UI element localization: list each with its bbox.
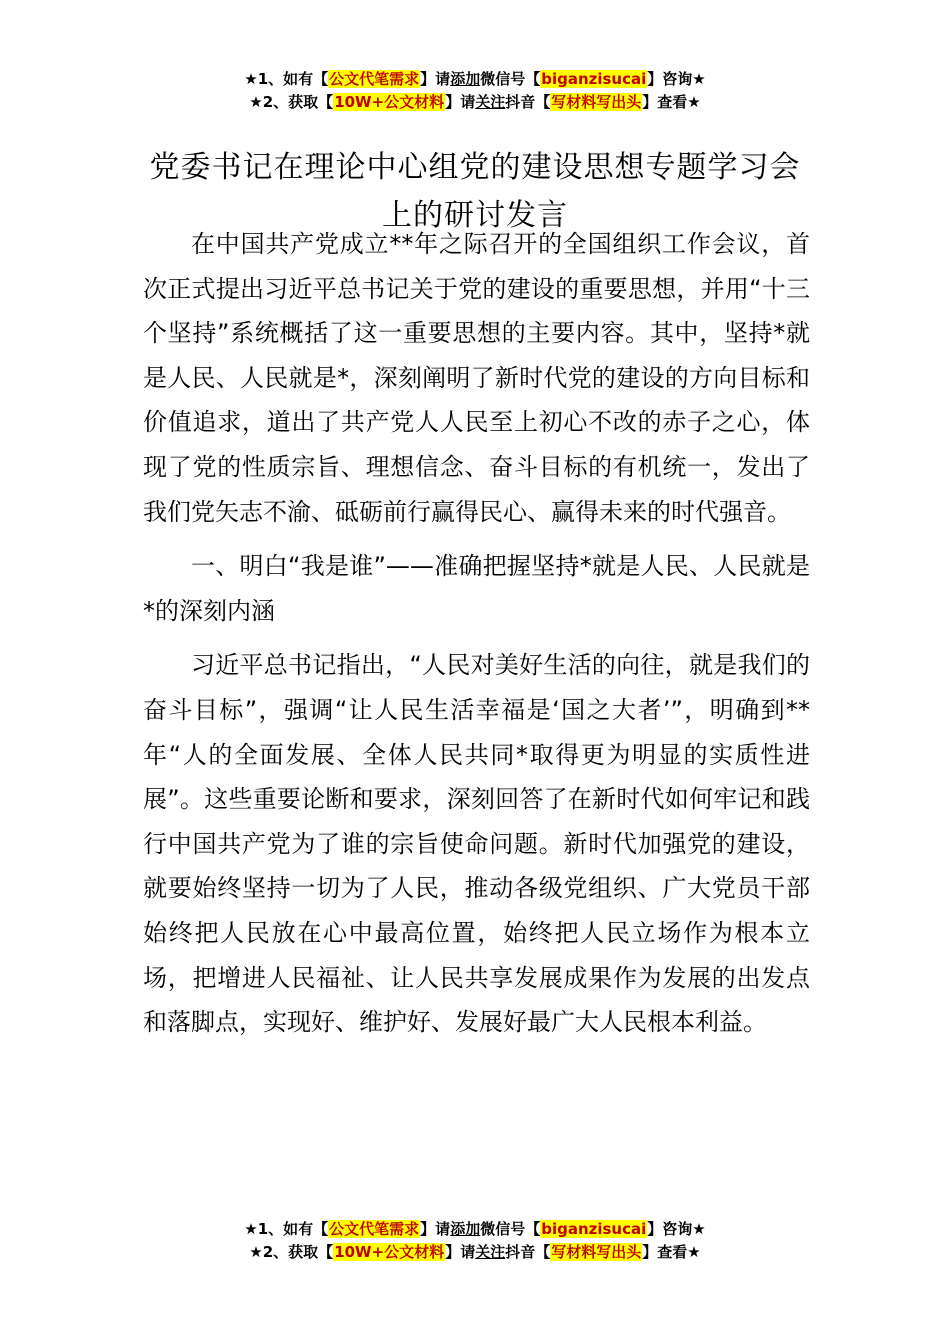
promo-text: 微信号【 [480,70,541,88]
promo-highlight-materials: 10W+公文材料 [334,1243,445,1261]
promo-line-2 [0,1241,950,1264]
promo-highlight-service: 公文代笔需求 [329,70,420,88]
promo-text: 】咨询★ [647,70,706,88]
promo-highlight-service: 公文代笔需求 [329,1220,420,1238]
promo-text: 抖音【 [505,1243,551,1261]
promo-text: 】查看★ [642,93,701,111]
promo-line-1 [0,1218,950,1241]
promo-text: 】请 [445,1243,476,1261]
promo-highlight-douyin-account: 写材料写出头 [551,1243,642,1261]
promo-text: ★2、获取【 [249,93,334,111]
document-title: 党委书记在理论中心组党的建设思想专题学习会上的研讨发言 [149,150,801,234]
promo-text: 】查看★ [642,1243,701,1261]
promo-highlight-wechat-id: biganzisucai [541,70,647,88]
promo-line-2 [0,91,950,114]
promo-text: 微信号【 [480,1220,541,1238]
promo-text: ★1、如有【 [244,1220,329,1238]
section-heading-1: 一、明白“我是谁”——准确把握坚持*就是人民、人民就是*的深刻内涵 [143,552,810,625]
promo-text: 】请 [420,1220,451,1238]
promo-highlight-douyin-account: 写材料写出头 [551,93,642,111]
promo-underlined-follow: 关注 [475,93,506,111]
promo-line-1 [0,68,950,91]
promo-underlined-add: 添加 [450,70,481,88]
promo-text: 】请 [445,93,476,111]
promo-text: ★1、如有【 [244,70,329,88]
header-promo-banner [0,68,950,114]
promo-text: 抖音【 [505,93,551,111]
document-body [143,222,810,1055]
promo-highlight-materials: 10W+公文材料 [334,93,445,111]
promo-text: ★2、获取【 [249,1243,334,1261]
promo-text: 】咨询★ [647,1220,706,1238]
promo-highlight-wechat-id: biganzisucai [541,1220,647,1238]
footer-promo-banner [0,1218,950,1264]
promo-underlined-add: 添加 [450,1220,481,1238]
promo-text: 】请 [420,70,451,88]
body-paragraph-intro: 在中国共产党成立**年之际召开的全国组织工作会议，首次正式提出习近平总书记关于党的建设的重要思想，并用“十三个坚持”系统概括了这一重要思想的主要内容。其中，坚持*就是人民、人民就是*，深刻阐明了新时代党的建设的方向目标和价值追求，道出了共产党人人民至上初心不改的赤子之心，体现了党的性质宗旨、理想信念、奋斗目标的有机统一，发出了我们党矢志不渝、砥砺前行赢得民心、赢得未来的时代强音。 [143,230,810,526]
promo-underlined-follow: 关注 [475,1243,506,1261]
body-paragraph-section-1: 习近平总书记指出，“人民对美好生活的向往，就是我们的奋斗目标”，强调“让人民生活幸福是‘国之大者’”，明确到**年“人的全面发展、全体人民共同*取得更为明显的实质性进展”。这些重要论断和要求，深刻回答了在新时代如何牢记和践行中国共产党为了谁的宗旨使命问题。新时代加强党的建设，就要始终坚持一切为了人民，推动各级党组织、广大党员干部始终把人民放在心中最高位置，始终把人民立场作为根本立场，把增进人民福祉、让人民共享发展成果作为发展的出发点和落脚点，实现好、维护好、发展好最广大人民根本利益。 [143,651,810,1037]
